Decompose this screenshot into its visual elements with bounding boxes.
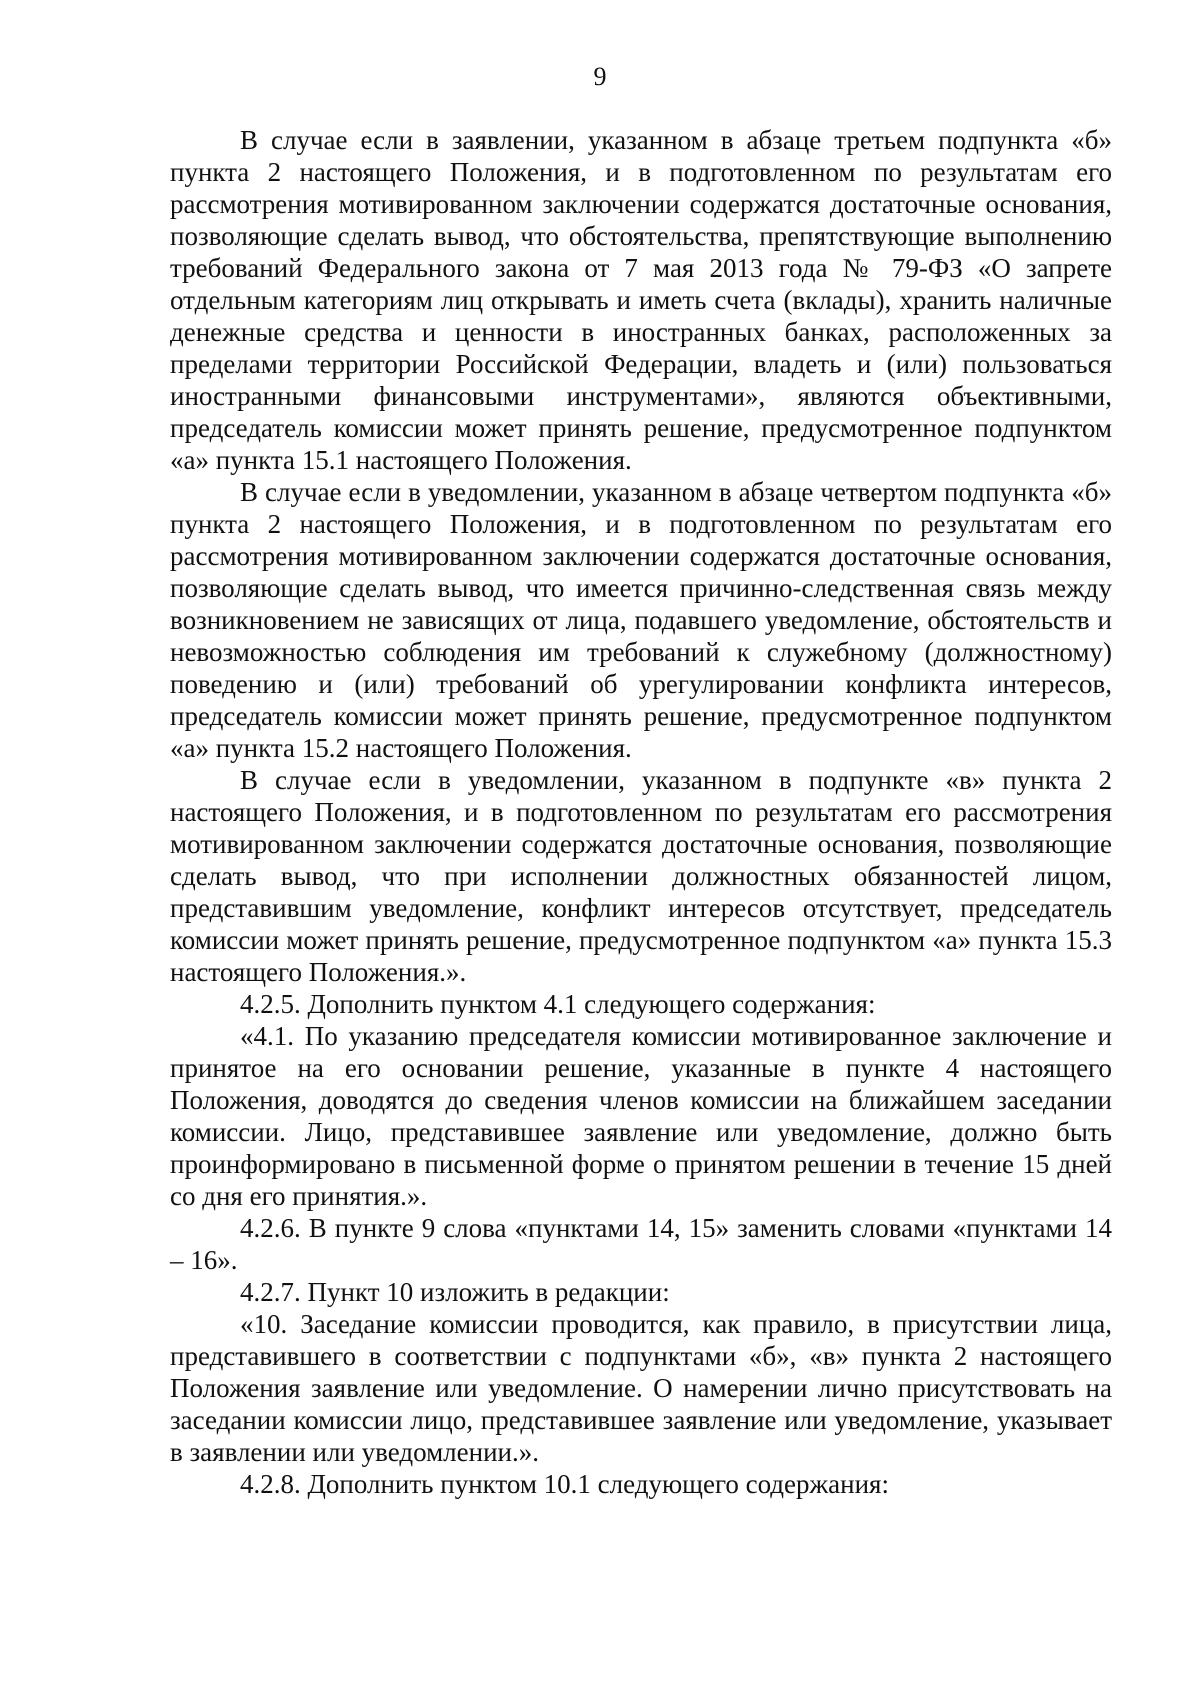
- paragraph-3: В случае если в уведомлении, указанном в подпункте «в» пункта 2 настоящего Положения, и в подготовленном по результатам его рассмотрения мотивированном заключении содержатся достаточные основания, позволяющие сделать вывод, что при исполнении должностных обязанностей лицом, представившим уведомление, конфликт интересов отсутствует, председатель комиссии может принять решение, предусмотренное подпунктом «а» пункта 15.3 настоящего Положения.».: [170, 765, 1112, 987]
- paragraph-9: 4.2.8. Дополнить пунктом 10.1 следующего содержания:: [240, 1469, 889, 1499]
- document-body: [170, 124, 1112, 1500]
- page-number: 9: [593, 62, 607, 91]
- paragraph-2: В случае если в уведомлении, указанном в абзаце четвертом подпункта «б» пункта 2 настоящего Положения, и в подготовленном по результатам его рассмотрения мотивированном заключении содержатся достаточные основания, позволяющие сделать вывод, что имеется причинно-следственная связь между возникновением не зависящих от лица, подавшего уведомление, обстоятельств и невозможностью соблюдения им требований к служебному (должностному) поведению и (или) требований об урегулировании конфликта интересов, председатель комиссии может принять решение, предусмотренное подпунктом «а» пункта 15.2 настоящего Положения.: [170, 477, 1112, 763]
- paragraph-6: 4.2.6. В пункте 9 слова «пунктами 14, 15» заменить словами «пунктами 14 – 16».: [170, 1213, 1112, 1275]
- paragraph-5: «4.1. По указанию председателя комиссии мотивированное заключение и принятое на его основании решение, указанные в пункте 4 настоящего Положения, доводятся до сведения членов комиссии на ближайшем заседании комиссии. Лицо, представившее заявление или уведомление, должно быть проинформировано в письменной форме о принятом решении в течение 15 дней со дня его принятия.».: [170, 1021, 1112, 1211]
- paragraph-7: 4.2.7. Пункт 10 изложить в редакции:: [240, 1277, 670, 1307]
- paragraph-8: «10. Заседание комиссии проводится, как правило, в присутствии лица, представившего в соответствии с подпунктами «б», «в» пункта 2 настоящего Положения заявление или уведомление. О намерении лично присутствовать на заседании комиссии лицо, представившее заявление или уведомление, указывает в заявлении или уведомлении.».: [170, 1309, 1112, 1467]
- paragraph-1: В случае если в заявлении, указанном в абзаце третьем подпункта «б» пункта 2 настоящего Положения, и в подготовленном по результатам его рассмотрения мотивированном заключении содержатся достаточные основания, позволяющие сделать вывод, что обстоятельства, препятствующие выполнению требований Федерального закона от 7 мая 2013 года № 79-ФЗ «О запрете отдельным категориям лиц открывать и иметь счета (вклады), хранить наличные денежные средства и ценности в иностранных банках, расположенных за пределами территории Российской Федерации, владеть и (или) пользоваться иностранными финансовыми инструментами», являются объективными, председатель комиссии может принять решение, предусмотренное подпунктом «а» пункта 15.1 настоящего Положения.: [170, 125, 1112, 475]
- paragraph-4: 4.2.5. Дополнить пунктом 4.1 следующего содержания:: [240, 989, 876, 1019]
